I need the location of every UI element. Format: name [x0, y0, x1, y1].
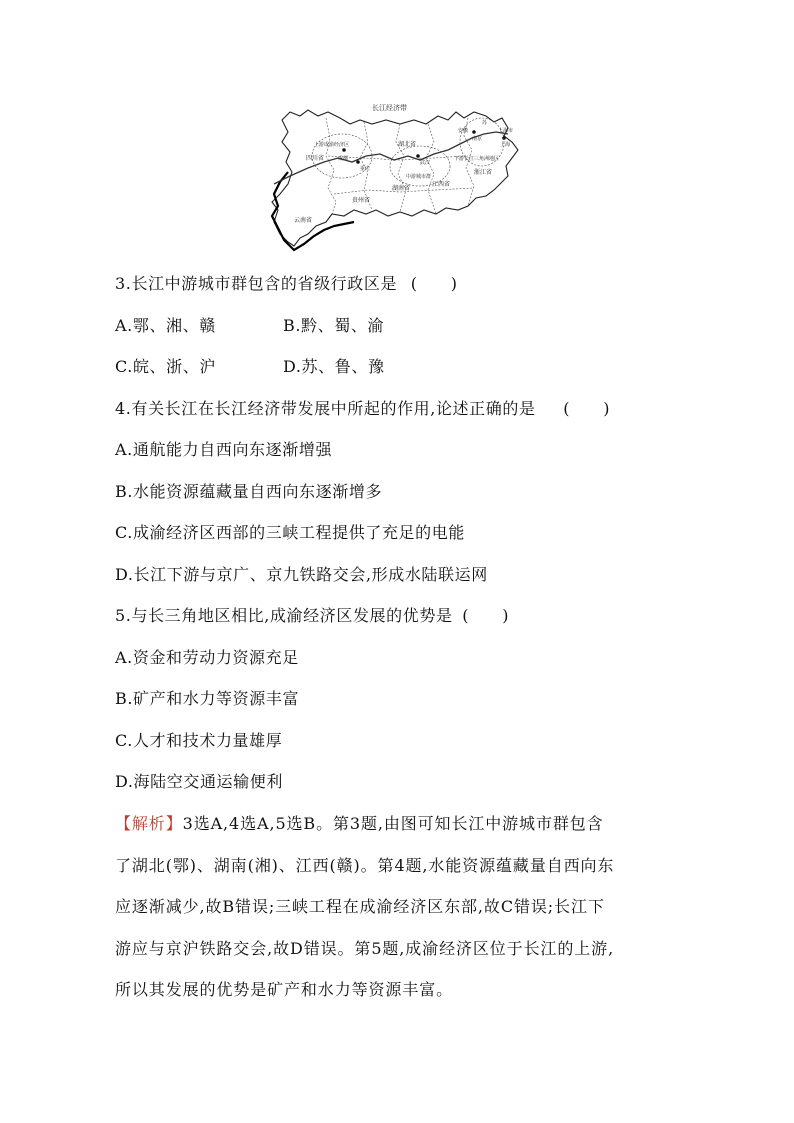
yangtze-economic-belt-map: [268, 98, 538, 254]
map-label-wuhan: 武汉: [420, 160, 431, 166]
question-5-option-b: B.矿产和水力等资源丰富: [115, 689, 300, 708]
answer-paren: ( ): [410, 274, 458, 293]
analysis-tag: 【解析】: [115, 814, 183, 833]
map-label-jiangsu: 苏: [482, 120, 488, 126]
map-label-hubei: 湖北省: [398, 141, 417, 148]
map-label-chengyu-zone: 上游成渝经济区: [314, 142, 350, 148]
question-stem-text: 4.有关长江在长江经济带发展中所起的作用,论述正确的是: [115, 399, 536, 418]
map-city-dot-chengdu: [342, 148, 346, 152]
map-province-boundaries: [326, 118, 474, 214]
analysis-line-4: 游应与京沪铁路交会,故D错误。第5题,成渝经济区位于长江的上游,: [115, 939, 615, 958]
analysis-line-5: 所以其发展的优势是矿产和水力等资源丰富。: [115, 980, 454, 999]
map-label-jiangxi: 江西省: [432, 181, 451, 188]
map-city-dot-wuhan: [416, 154, 420, 158]
map-title: 长江经济带: [372, 104, 407, 112]
map-city-dot-shanghai: [502, 136, 506, 140]
question-5-stem: [115, 606, 510, 626]
map-label-shanghai-city: 上海市: [498, 128, 514, 134]
analysis-text: 3选A,4选A,5选B。第3题,由图可知长江中游城市群包含: [182, 814, 604, 833]
option-a: A.鄂、湘、赣: [115, 316, 216, 335]
question-4-option-d: D.长江下游与京广、京九铁路交会,形成水陆联运网: [115, 565, 488, 584]
map-label-hunan: 湖南省: [392, 185, 411, 192]
question-5-option-d: D.海陆空交通运输便利: [115, 772, 283, 791]
question-3-option-row-2: [115, 357, 385, 377]
map-label-yunnan: 云南省: [294, 217, 313, 224]
map-city-dot-chongqing: [356, 160, 360, 164]
map-label-anhui: 安徽: [458, 128, 469, 134]
map-outer-boundary: [272, 110, 518, 246]
question-3-option-row-1: [115, 316, 385, 336]
map-yunnan-edge: [272, 172, 354, 250]
map-label-sichuan: 四川省: [306, 155, 325, 162]
question-3-stem: [115, 274, 458, 294]
answer-paren: ( ): [563, 399, 611, 418]
map-label-guizhou: 贵州省: [352, 197, 371, 204]
question-4-option-a: A.通航能力自西向东逐渐增强: [115, 440, 333, 459]
map-label-middle-cluster: 中游城市群: [406, 174, 432, 180]
map-label-chongqing: 重庆: [360, 166, 371, 172]
question-stem-text: 3.长江中游城市群包含的省级行政区是: [115, 274, 398, 293]
question-4-option-b: B.水能资源蕴藏量自西向东逐渐增多: [115, 482, 383, 501]
answer-paren: ( ): [462, 606, 510, 625]
question-5-option-a: A.资金和劳动力资源充足: [115, 648, 299, 667]
question-4-stem: [115, 399, 611, 419]
map-label-nanjing: 南京: [472, 136, 483, 142]
analysis-line-3: 应逐渐减少,故B错误;三峡工程在成渝经济区东部,故C错误;长江下: [115, 897, 605, 916]
map-label-shanghai: 上海: [500, 142, 511, 148]
question-4-option-c: C.成渝经济区西部的三峡工程提供了充足的电能: [115, 523, 465, 542]
question-stem-text: 5.与长三角地区相比,成渝经济区发展的优势是: [115, 606, 453, 625]
map-label-chengdu: 成都: [338, 156, 349, 162]
option-d: D.苏、鲁、豫: [283, 357, 385, 376]
map-city-dot-nanjing: [472, 130, 476, 134]
option-c: C.皖、浙、沪: [115, 357, 216, 376]
map-label-zhejiang: 浙江省: [474, 169, 493, 176]
option-b: B.黔、蜀、渝: [283, 316, 385, 335]
analysis-line-1: [115, 814, 604, 834]
map-middle-cluster-outline: [390, 146, 450, 186]
map-label-yrd: 下游长江三角洲地区: [454, 156, 500, 162]
question-5-option-c: C.人才和技术力量雄厚: [115, 731, 283, 750]
analysis-line-2: 了湖北(鄂)、湖南(湘)、江西(赣)。第4题,水能资源蕴藏量自西向东: [115, 856, 615, 875]
